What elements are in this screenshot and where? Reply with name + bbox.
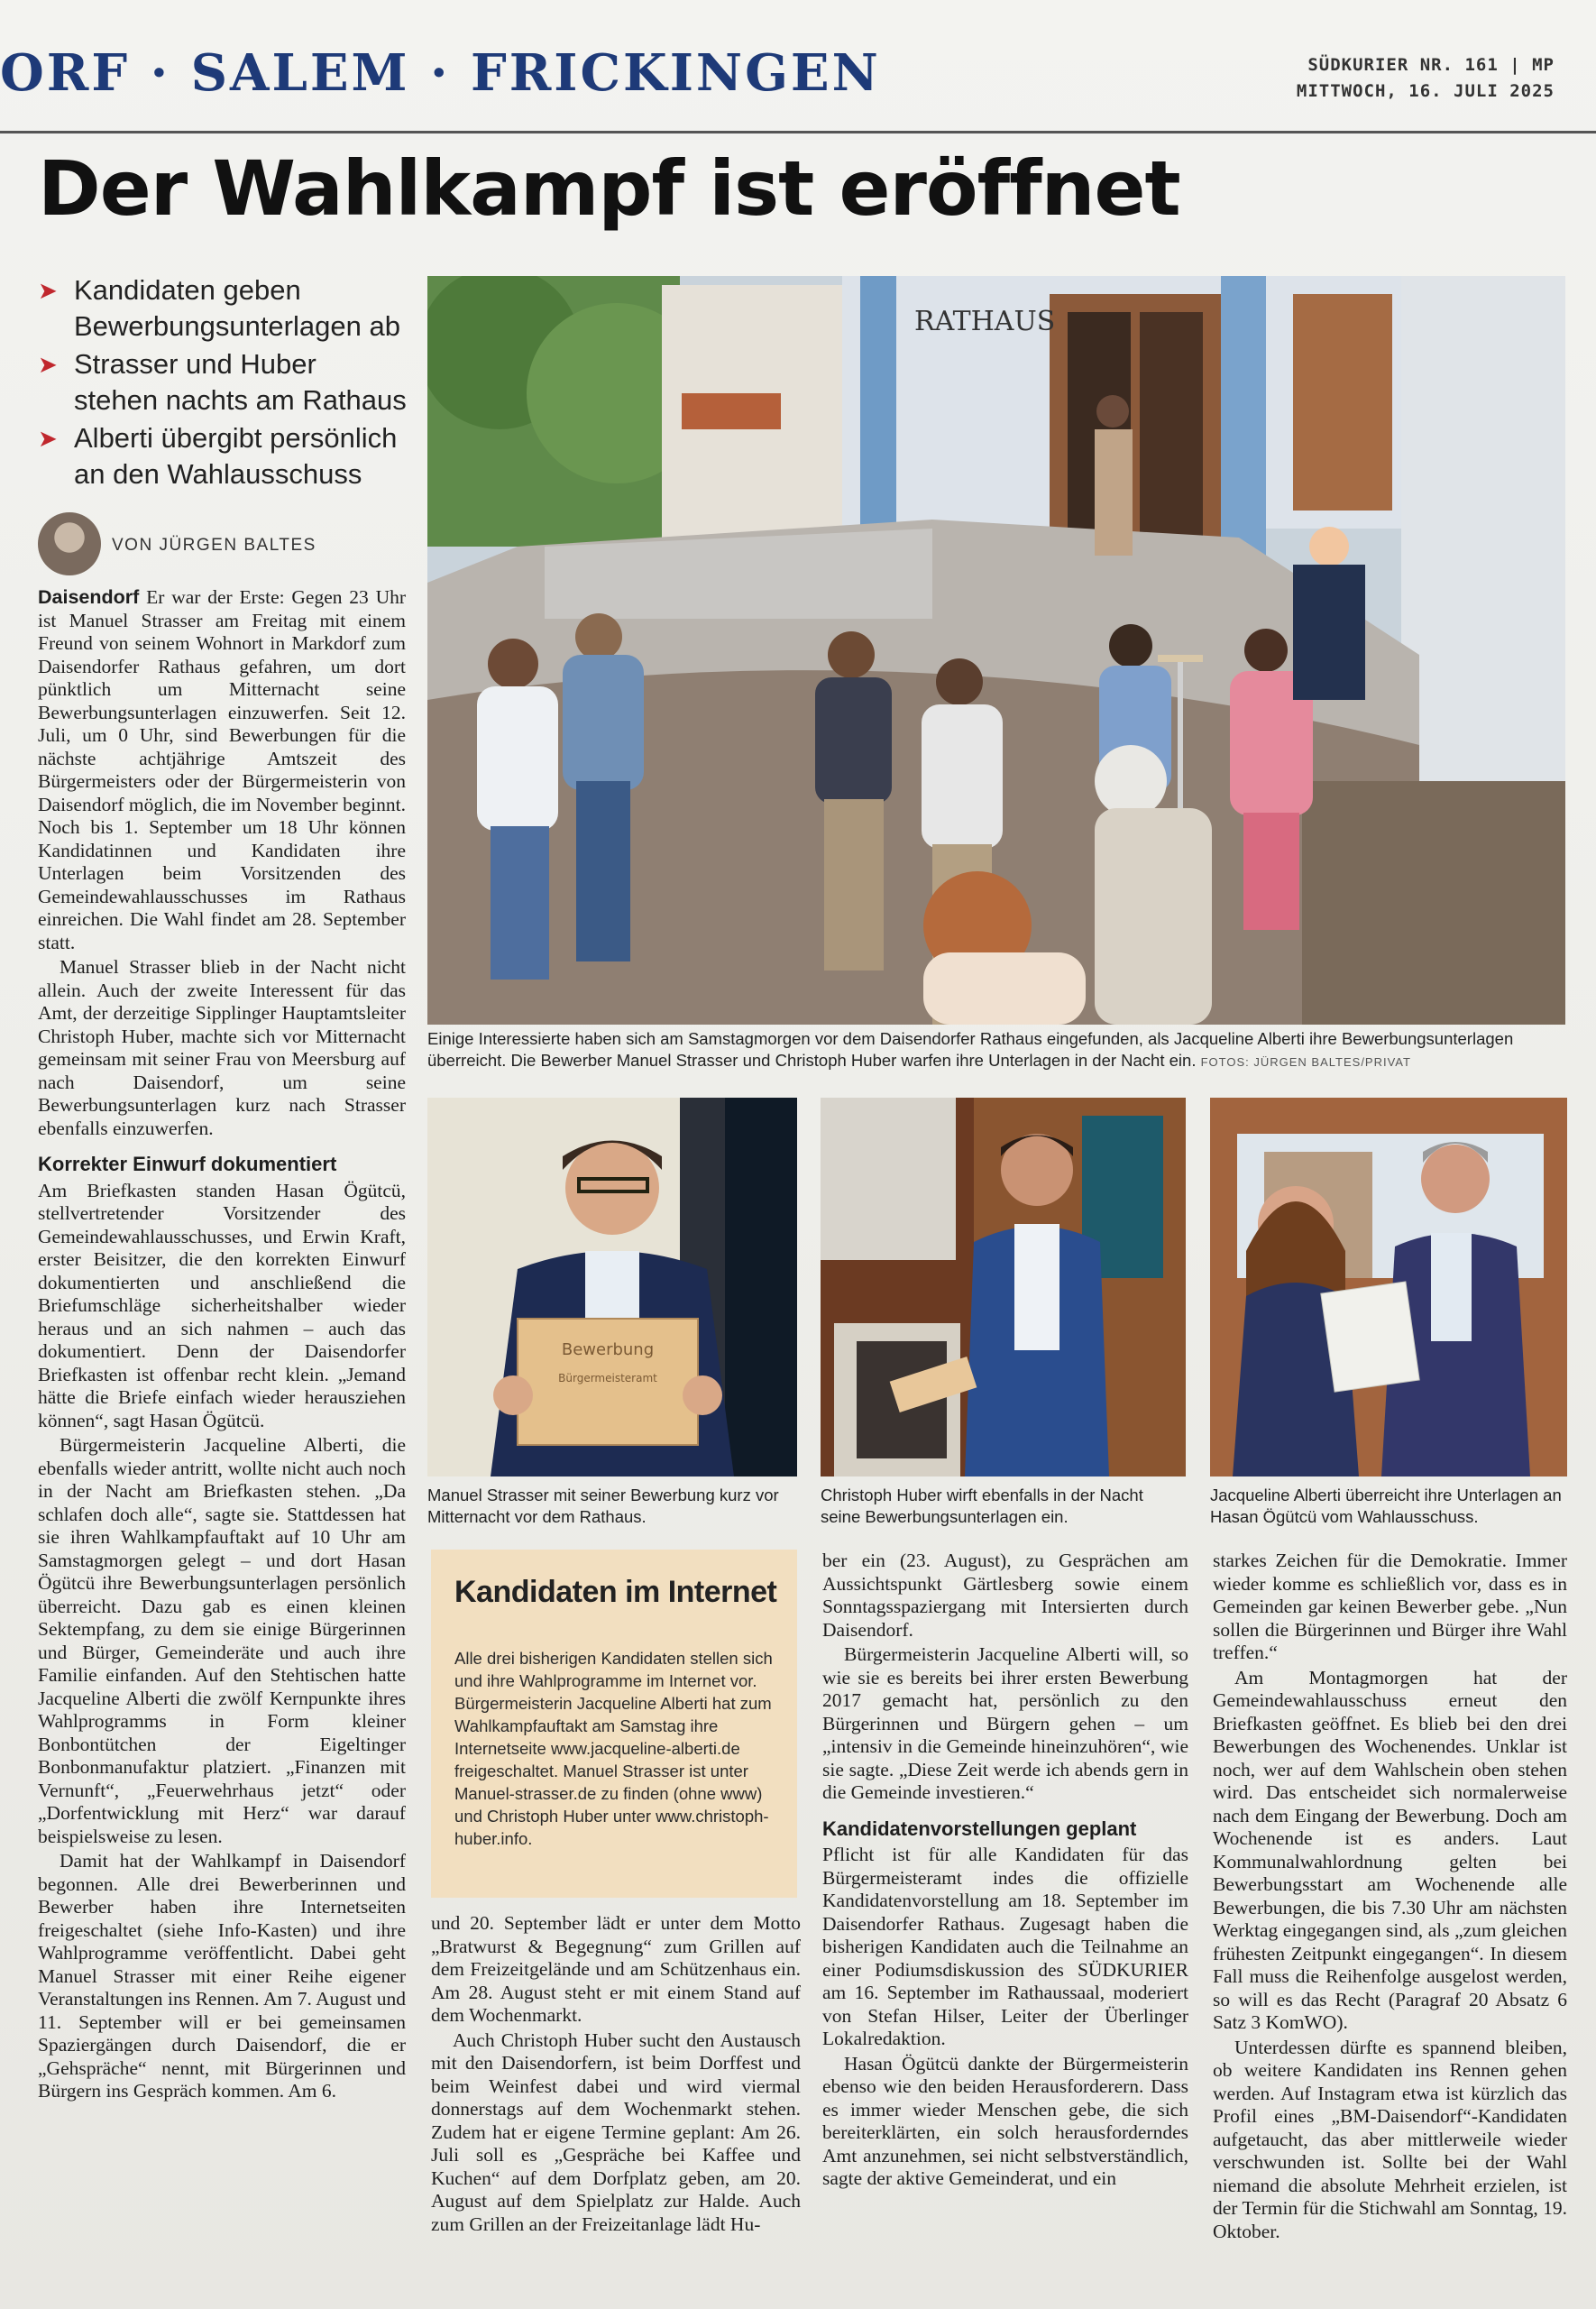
issue-date: MITTWOCH, 16. JULI 2025 bbox=[1296, 81, 1555, 101]
author-name: VON JÜRGEN BALTES bbox=[112, 536, 316, 555]
paragraph: ber ein (23. August), zu Gesprächen am Aussichtspunkt Gärtlesberg sowie einem Sonntagsspaziergang mit Intersierten durch Daisendorf. bbox=[822, 1550, 1188, 1641]
strasser-image bbox=[427, 1098, 797, 1476]
arrow-icon: ➤ bbox=[38, 425, 58, 452]
huber-image bbox=[821, 1098, 1186, 1476]
summary-bullets bbox=[38, 272, 408, 494]
envelope-label: Bewerbung bbox=[561, 1340, 655, 1359]
summary-bullet: ➤ Strasser und Huber stehen nachts am Rathaus bbox=[38, 348, 407, 416]
paper-number: SÜDKURIER NR. 161 | MP bbox=[1307, 55, 1555, 75]
photo-alberti bbox=[1210, 1098, 1567, 1476]
article-column-4 bbox=[1213, 1550, 1567, 2291]
article-column-1 bbox=[38, 586, 406, 2291]
paragraph: Am Montagmorgen hat der Gemeindewahlausschuss erneut den Briefkasten geöffnet. Es blieb bei den drei Bewerbungen des Wochenendes. Unklar ist noch, wer auf dem Wahlschein oben stehen wird. Das entscheidet sich normalerweise nach dem Eingang der Bewerbung. Doch am Wochenende ist es anders. Laut Kommunalwahlordnung gelten bei Bewerbungsstart am Wochenende alle Bewerbungen, die bis 7.30 Uhr am nächsten Werktag eingegangen sind, als „zum gleichen frühesten Zeitpunkt eingegangen“. In diesem Fall muss die Reihenfolge ausgelost werden, so will es das Recht (Paragraf 20 Absatz 6 Satz 3 KomWO). bbox=[1213, 1666, 1567, 2033]
subheading: Kandidatenvorstellungen geplant bbox=[822, 1817, 1137, 1840]
paragraph: und 20. September lädt er unter dem Motto „Bratwurst & Begegnung“ zum Grillen auf dem Freizeitgelände und am Schützenhaus ein. Am 28. August steht er mit einem Stand auf dem Wochenmarkt. bbox=[431, 1912, 801, 2026]
photo-strasser bbox=[427, 1098, 797, 1476]
section-places: ORF · SALEM · FRICKINGEN bbox=[0, 43, 881, 103]
paragraph: Daisendorf Er war der Erste: Gegen 23 Uhr ist Manuel Strasser am Freitag mit einem Freund von seinem Wohnort in Markdorf zum Daisendorfer Rathaus gefahren, um dort pünktlich um Mitternacht seine Bewerbungsunterlagen einzuwerfen. Seit 12. Juli, um 0 Uhr, sind Bewerbungen für die nächste achtjährige Amtszeit des Bürgermeisters oder der Bürgermeisterin von Daisendorf möglich, die im November beginnt. Noch bis 1. September um 18 Uhr können Kandidatinnen und Kandidaten ihre Unterlagen beim Vorsitzenden des Gemeindewahlausschusses im Rathaus einreichen. Die Wahl findet am 28. September statt. bbox=[38, 586, 406, 953]
paragraph: Unterdessen dürfte es spannend bleiben, ob weitere Kandidaten ins Rennen gehen werden. Auf Instagram etwa ist kürzlich das Profil eines „BM-Daisendorf“-Kandidaten aufgetaucht, das aber mittlerweile wieder verschwunden ist. Sollte bei der Wahl niemand die absolute Mehrheit erzielen, ist der Termin für die Stichwahl am Sonntag, 19. Oktober. bbox=[1213, 2036, 1567, 2242]
paragraph: starkes Zeichen für die Demokratie. Immer wieder komme es schließlich vor, dass es in Gemeinden gar keinen Bewerber gebe. „Nun sollen die Bürgerinnen und Bürger ihre Wahl treffen.“ bbox=[1213, 1550, 1567, 1663]
caption-alberti: Jacqueline Alberti überreicht ihre Unterlagen an Hasan Ögütcü vom Wahlausschuss. bbox=[1210, 1486, 1562, 1526]
rathaus-scene-image bbox=[427, 276, 1565, 1025]
issue-info bbox=[1297, 52, 1555, 105]
byline bbox=[38, 512, 417, 575]
paragraph: Hasan Ögütcü dankte der Bürgermeisterin ebenso wie den beiden Herausforderern. Dass es immer wieder Menschen gebe, die sich bereiterklärten, ein solch herausforderndes Amt anzunehmen, sei nicht selbstverständlich, sagte der aktive Gemeinderat, und ein bbox=[822, 2052, 1188, 2189]
info-box-text: Alle drei bisherigen Kandidaten stellen sich und ihre Wahlprogramme im Internet vor. Bürgermeisterin Jacqueline Alberti hat zum Wahlkampfauftakt am Samstag ihre Internetseite www.jacqueline-alberti.de freigeschaltet. Manuel Strasser ist unter Manuel-strasser.de zu finden (ohne www) und Christoph Huber unter www.christoph-huber.info. bbox=[454, 1649, 773, 1848]
envelope-sublabel: Bürgermeisteramt bbox=[558, 1372, 657, 1384]
header-rule bbox=[0, 131, 1596, 133]
headline: Der Wahlkampf ist eröffnet bbox=[38, 144, 1180, 233]
main-photo-caption: Einige Interessierte haben sich am Samstagmorgen vor dem Daisendorfer Rathaus eingefunden, als Jacqueline Alberti ihre Bewerbungsunterlagen überreicht. Die Bewerber Manuel Strasser und Christoph Huber warfen ihre Unterlagen in der Nacht ein. FOTOS: JÜRGEN BALTES/PRIVAT bbox=[427, 1029, 1514, 1070]
paragraph: Am Briefkasten standen Hasan Ögütcü, stellvertretender Vorsitzender des Gemeindewahlausschusses, und Erwin Kraft, erster Beisitzer, die den korrekten Einwurf dokumentierten und anschließend die Briefumschläge sicherheitshalber wieder heraus und an sich nahmen – auch das dokumentiert. Denn der Daisendorfer Briefkasten ist offenbar recht klein. „Jemand hätte die Briefe einfach wieder herausziehen können“, sagt Hasan Ögütcü. bbox=[38, 1179, 406, 1431]
info-box-title: Kandidaten im Internet bbox=[454, 1575, 777, 1609]
main-photo bbox=[427, 276, 1565, 1025]
article-column-3 bbox=[822, 1550, 1188, 2291]
paragraph: Auch Christoph Huber sucht den Austausch mit den Daisendorfern, ist beim Dorffest und beim Weinfest dabei und wird viermal donnerstags auf dem Wochenmarkt stehen. Zudem hat er eigene Termine geplant: Am 26. Juli soll es „Gespräche bei Kaffee und Kuchen“ auf dem Dorfplatz geben, am 20. August auf dem Spielplatz zur Halde. Auch zum Grillen an der Freizeitanlage lädt Hu- bbox=[431, 2028, 801, 2235]
info-box bbox=[431, 1550, 797, 1898]
caption-strasser: Manuel Strasser mit seiner Bewerbung kurz vor Mitternacht vor dem Rathaus. bbox=[427, 1486, 779, 1526]
article-column-2 bbox=[431, 1912, 801, 2291]
subheading: Korrekter Einwurf dokumentiert bbox=[38, 1153, 337, 1175]
photo-huber bbox=[821, 1098, 1186, 1476]
paragraph: Damit hat der Wahlkampf in Daisendorf begonnen. Alle drei Bewerberinnen und Bewerber haben ihre Internetseiten freigeschaltet (siehe Info-Kasten) und ihre Wahlprogramme veröffentlicht. Dabei geht Manuel Strasser mit einer Reihe eigener Veranstaltungen ins Rennen. Am 7. August und 11. September will er bei gemeinsamen Spaziergängen durch Daisendorf, die er „Gehspräche“ nennt, mit Bürgerinnen und Bürgern ins Gespräch kommen. Am 6. bbox=[38, 1850, 406, 2102]
arrow-icon: ➤ bbox=[38, 277, 58, 304]
caption-huber: Christoph Huber wirft ebenfalls in der Nacht seine Bewerbungsunterlagen ein. bbox=[821, 1486, 1143, 1526]
arrow-icon: ➤ bbox=[38, 351, 58, 378]
paragraph: Pflicht ist für alle Kandidaten für das Bürgermeisteramt indes die offizielle Kandidatenvorstellung am 18. September im Daisendorfer Rathaus. Zugesagt haben die bisherigen Kandidaten auch die Teilnahme an einer Podiumsdiskussion des SÜDKURIER am 16. September im Rathaussaal, moderiert von Stefan Hilser, Leiter der Überlinger Lokalredaktion. bbox=[822, 1844, 1188, 2049]
author-avatar bbox=[38, 512, 101, 575]
summary-bullet: ➤ Kandidaten geben Bewerbungsunterlagen ab bbox=[38, 274, 400, 342]
photo-credit: FOTOS: JÜRGEN BALTES/PRIVAT bbox=[1200, 1055, 1411, 1069]
paragraph: Bürgermeisterin Jacqueline Alberti will, so wie sie es bereits bei ihrer ersten Bewerbung 2017 gemacht hat, persönlich zu den Bürgerinnen und Bürgern gehen – um „intensiv in die Gemeinde hineinzuhören“, wie sie sagte. „Diese Zeit werde ich abends gern in die Gemeinde investieren.“ bbox=[822, 1643, 1188, 1803]
rathaus-sign: RATHAUS bbox=[914, 306, 1056, 337]
dateline: Daisendorf bbox=[38, 586, 140, 608]
paragraph: Manuel Strasser blieb in der Nacht nicht allein. Auch der zweite Interessent für das Amt, der derzeitige Sipplinger Hauptamtsleiter Christoph Huber, machte sich vor Mitternacht gemeinsam mit seiner Frau von Meersburg auf nach Daisendorf, um seine Bewerbungsunterlagen kurz nach Strasser ebenfalls einzuwerfen. bbox=[38, 956, 406, 1139]
alberti-image bbox=[1210, 1098, 1567, 1476]
summary-bullet: ➤ Alberti übergibt persönlich an den Wahlausschuss bbox=[38, 422, 398, 490]
paragraph: Bürgermeisterin Jacqueline Alberti, die ebenfalls wieder antritt, wollte nicht auch noch in der Nacht am Briefkasten stehen. „Da schlafen doch alle“, sagte sie. Stattdessen hat sie ihren Wahlkampfauftakt auf 10 Uhr am Samstagmorgen gelegt – und dort Hasan Ögütcü ihre Bewerbungsunterlagen persönlich überreicht. Dazu gab es einen kleinen Sektempfang, zu dem sie einige Bürgerinnen und Bürger, Gemeinderäte und auch ihre Familie einfanden. Auf den Stehtischen hatte Jacqueline Alberti die zwölf Kernpunkte ihres Wahlprogramms in Form kleiner Bonbontütchen der Eigeltinger Bonbonmanufaktur platziert. „Finanzen mit Vernunft“, „Feuerwehrhaus jetzt“ oder „Dorfentwicklung mit Herz“ war darauf beispielsweise zu lesen. bbox=[38, 1434, 406, 1847]
